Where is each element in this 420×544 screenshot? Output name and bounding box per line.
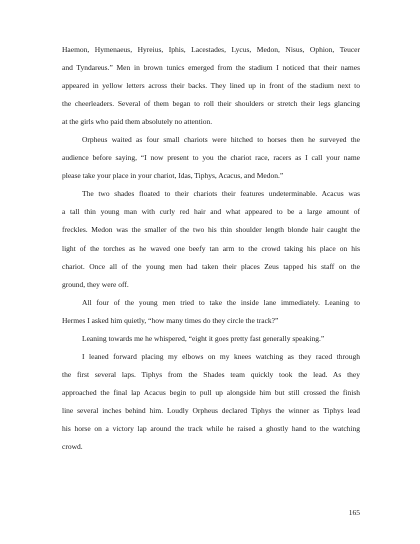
text-line: appeared in yellow letters across their backs. They lined up in front of the stadium next to — [62, 81, 360, 91]
text-line: light of the torches as he waved one beefy tan arm to the crowd taking his place on his — [62, 243, 360, 253]
text-line: freckles. Medon was the smaller of the two his thin shoulder length blonde hair caught the — [62, 225, 360, 235]
text-line: Orpheus waited as four small chariots were hitched to horses then he surveyed the — [82, 135, 360, 145]
text-line: his horse on a victory lap around the track while he raised a ghostly hand to the watching — [62, 423, 360, 433]
text-line: approached the final lap Acacus begin to pull up alongside him but still crossed the finish — [62, 387, 360, 397]
text-line: chariot. Once all of the young men had taken their places Zeus tapped his staff on the — [62, 261, 360, 271]
text-line: the cheerleaders. Several of them began to roll their shoulders or stretch their legs glancing — [62, 99, 360, 109]
text-line: and Tyndareus.” Men in brown tunics emerged from the stadium I noticed that their names — [62, 63, 360, 73]
text-line: line several inches behind him. Loudly Orpheus declared Tiphys the winner as Tiphys lead — [62, 405, 360, 415]
text-line: please take your place in your chariot, Idas, Tiphys, Acacus, and Medon.” — [62, 171, 284, 181]
text-line: Hermes I asked him quietly, “how many times do they circle the track?” — [62, 315, 279, 325]
text-line: crowd. — [62, 442, 83, 452]
text-line: a tall thin young man with curly red hair and what appeared to be a large amount of — [62, 207, 360, 217]
text-line: All four of the young men tried to take the inside lane immediately. Leaning to — [82, 297, 360, 307]
body-text — [62, 41, 360, 456]
page-number: 165 — [348, 508, 360, 517]
text-line: The two shades floated to their chariots their features undeterminable. Acacus was — [82, 189, 360, 199]
text-line: at the girls who paid them absolutely no attention. — [62, 117, 213, 127]
text-line: Haemon, Hymenaeus, Hyreius, Iphis, Lacestades, Lycus, Medon, Nisus, Ophion, Teucer — [62, 45, 360, 54]
text-line: ground, they were off. — [62, 279, 129, 289]
text-line: I leaned forward placing my elbows on my knees watching as they raced through — [82, 351, 360, 361]
text-line: audience before saying, “I now present to you the chariot race, racers as I call your name — [62, 153, 360, 163]
text-line: the first several laps. Tiphys from the Shades team quickly took the lead. As they — [62, 369, 360, 379]
text-line: Leaning towards me he whispered, “eight it goes pretty fast generally speaking.” — [82, 333, 325, 343]
